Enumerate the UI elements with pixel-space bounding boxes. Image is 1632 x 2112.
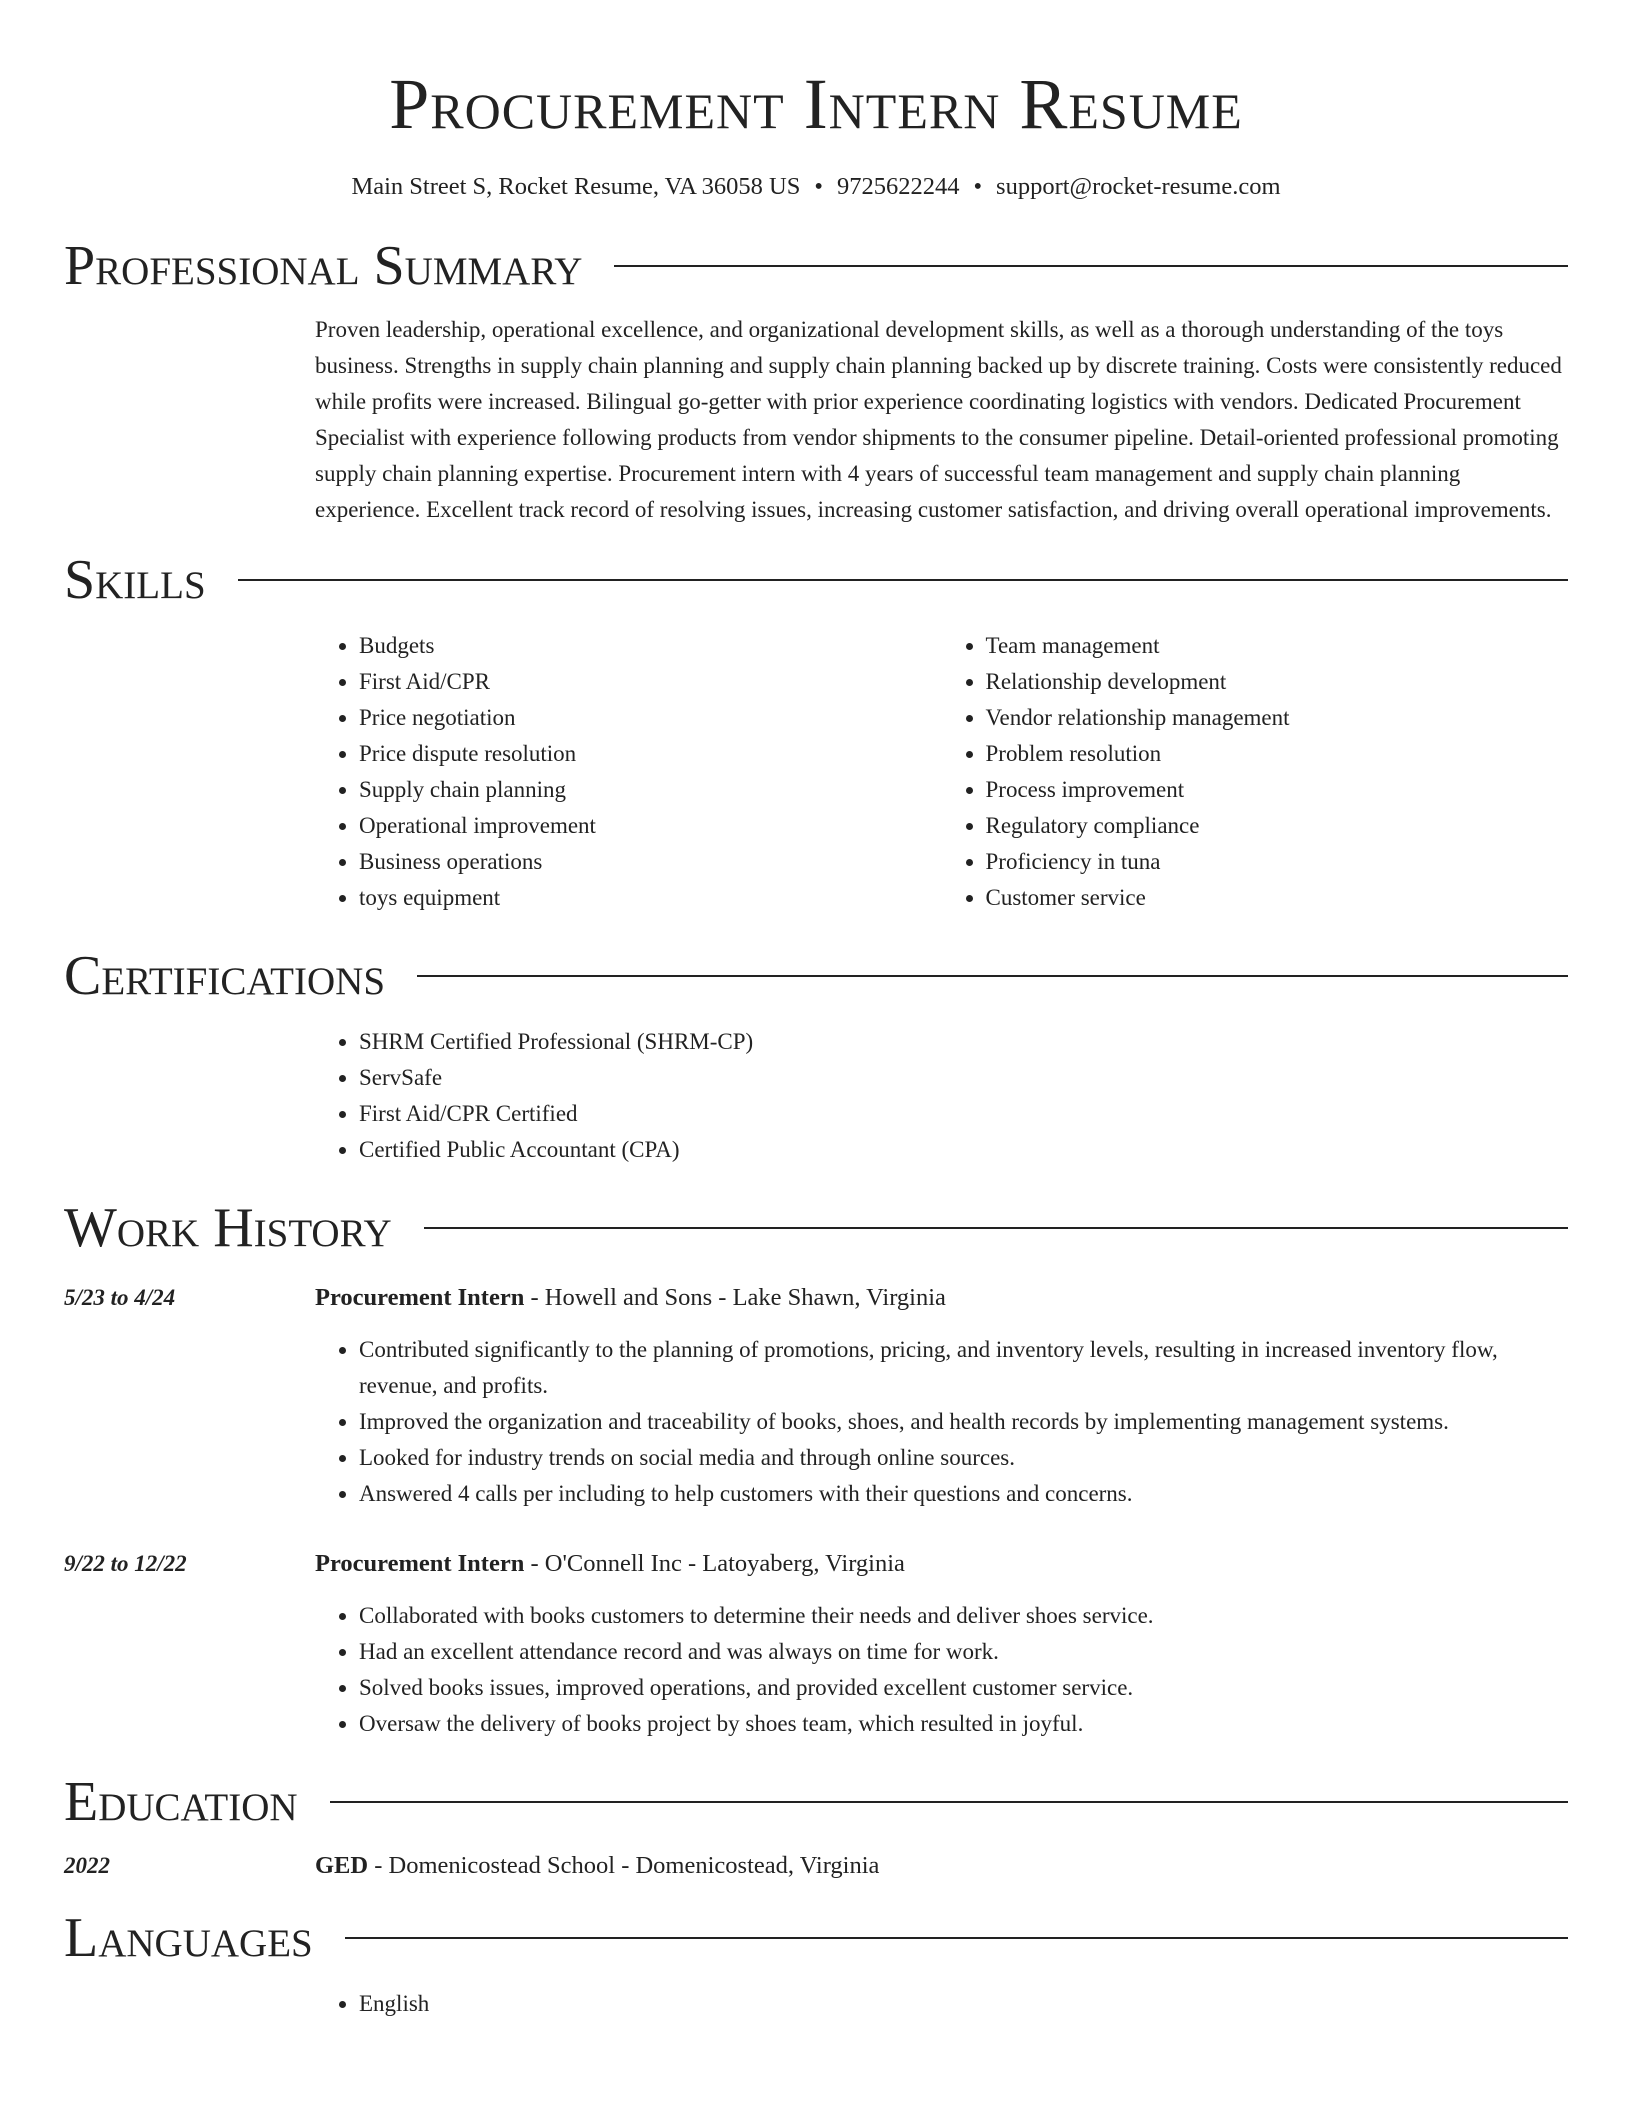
contact-phone: 9725622244 (836, 173, 960, 200)
degree: GED (315, 1852, 369, 1879)
work-bullet: • Oversaw the delivery of books project by shoes team, which resulted in joyful. (359, 1706, 1568, 1742)
work-bullets (315, 1332, 1568, 1512)
education-heading: Education (64, 1771, 298, 1833)
summary-heading: Professional Summary (64, 235, 583, 297)
work-bullet: • Looked for industry trends on social media and through online sources. (359, 1440, 1568, 1476)
education-year: 2022 (64, 1853, 110, 1878)
work-section-header (64, 1194, 1568, 1262)
skill-item: • Relationship development (986, 664, 1569, 700)
work-bullet: • Improved the organization and traceability of books, shoes, and health records by implementing management systems. (359, 1404, 1568, 1440)
certifications-section-header (64, 942, 1568, 1010)
language-item: • English (359, 1986, 1568, 2022)
certification-item: • SHRM Certified Professional (SHRM-CP) (359, 1024, 1568, 1060)
skill-item: • Problem resolution (986, 736, 1569, 772)
resume-title: Procurement Intern Resume (389, 64, 1243, 144)
skill-item: • Team management (986, 628, 1569, 664)
contact-address: Main Street S, Rocket Resume, VA 36058 US (351, 173, 801, 200)
skills-list-right (942, 628, 1569, 916)
work-details (315, 1280, 1568, 1512)
skill-item: • First Aid/CPR (359, 664, 942, 700)
skill-item: • Price negotiation (359, 700, 942, 736)
work-headline (315, 1546, 1568, 1582)
work-bullet: • Contributed significantly to the planning of promotions, pricing, and inventory levels, resulting in increased inventory flow, revenue, and profits. (359, 1332, 1568, 1404)
work-bullets (315, 1598, 1568, 1742)
skill-item: • Price dispute resolution (359, 736, 942, 772)
work-headline (315, 1280, 1568, 1316)
work-dates: 5/23 to 4/24 (64, 1285, 176, 1310)
skill-item: • Customer service (986, 880, 1569, 916)
education-entry (64, 1848, 1568, 1884)
job-title: Procurement Intern (315, 1550, 525, 1577)
languages-block (315, 1986, 1568, 2022)
school: - Domenicostead School - Domenicostead, Virginia (368, 1852, 880, 1879)
work-dates: 9/22 to 12/22 (64, 1551, 187, 1576)
work-bullet: • Answered 4 calls per including to help customers with their questions and concerns. (359, 1476, 1568, 1512)
resume-page (64, 0, 1568, 2022)
certifications-block (315, 1024, 1568, 1168)
certifications-heading: Certifications (64, 945, 386, 1007)
contact-separator: • (973, 173, 983, 200)
skill-item: • Process improvement (986, 772, 1569, 808)
certification-item: • Certified Public Accountant (CPA) (359, 1132, 1568, 1168)
summary-text: Proven leadership, operational excellence, and organizational development skills, as well as a thorough understanding of the toys business. Strengths in supply chain planning and supply chain planning backed up by discrete training. Costs were consistently reduced while profits were increased. Bilingual go-getter with prior experience coordinating logistics with vendors. Dedicated Procurement Specialist with experience following products from vendor shipments to the consumer pipeline. Detail-oriented professional promoting supply chain planning expertise. Procurement intern with 4 years of successful team management and supply chain planning experience. Excellent track record of resolving issues, increasing customer satisfaction, and driving overall operational improvements. (315, 317, 1562, 522)
work-bullet: • Collaborated with books customers to determine their needs and deliver shoes service. (359, 1598, 1568, 1634)
skills-list-left (315, 628, 942, 916)
summary-section-header (64, 232, 1568, 300)
education-details (315, 1848, 1568, 1884)
contact-line (64, 170, 1568, 204)
job-employer: - O'Connell Inc - Latoyaberg, Virginia (524, 1550, 905, 1577)
work-bullet: • Solved books issues, improved operations, and provided excellent customer service. (359, 1670, 1568, 1706)
languages-heading: Languages (64, 1907, 313, 1969)
skill-item: • Supply chain planning (359, 772, 942, 808)
work-heading: Work History (64, 1197, 392, 1259)
section-rule (614, 265, 1568, 267)
skills-section-header (64, 546, 1568, 614)
contact-separator: • (814, 173, 823, 200)
skill-item: • Operational improvement (359, 808, 942, 844)
skills-columns (315, 628, 1568, 916)
skill-item: • Business operations (359, 844, 942, 880)
languages-list (315, 1986, 1568, 2022)
work-bullet: • Had an excellent attendance record and was always on time for work. (359, 1634, 1568, 1670)
work-entry (64, 1280, 1568, 1512)
certification-item: • First Aid/CPR Certified (359, 1096, 1568, 1132)
education-section-header (64, 1768, 1568, 1836)
section-rule (238, 579, 1568, 581)
section-rule (417, 975, 1568, 977)
education-headline (315, 1848, 1568, 1884)
certification-item: • ServSafe (359, 1060, 1568, 1096)
skill-item: • Proficiency in tuna (986, 844, 1569, 880)
work-details (315, 1546, 1568, 1742)
skill-item: • toys equipment (359, 880, 942, 916)
skill-item: • Regulatory compliance (986, 808, 1569, 844)
contact-email[interactable]: support@rocket-resume.com (996, 173, 1281, 200)
work-entry (64, 1546, 1568, 1742)
section-rule (330, 1801, 1568, 1803)
skill-item: • Vendor relationship management (986, 700, 1569, 736)
skill-item: • Budgets (359, 628, 942, 664)
languages-section-header (64, 1904, 1568, 1972)
job-employer: - Howell and Sons - Lake Shawn, Virginia (524, 1284, 946, 1311)
section-rule (345, 1937, 1568, 1939)
job-title: Procurement Intern (315, 1284, 525, 1311)
certifications-list (315, 1024, 1568, 1168)
section-rule (424, 1227, 1568, 1229)
skills-heading: Skills (64, 549, 206, 611)
